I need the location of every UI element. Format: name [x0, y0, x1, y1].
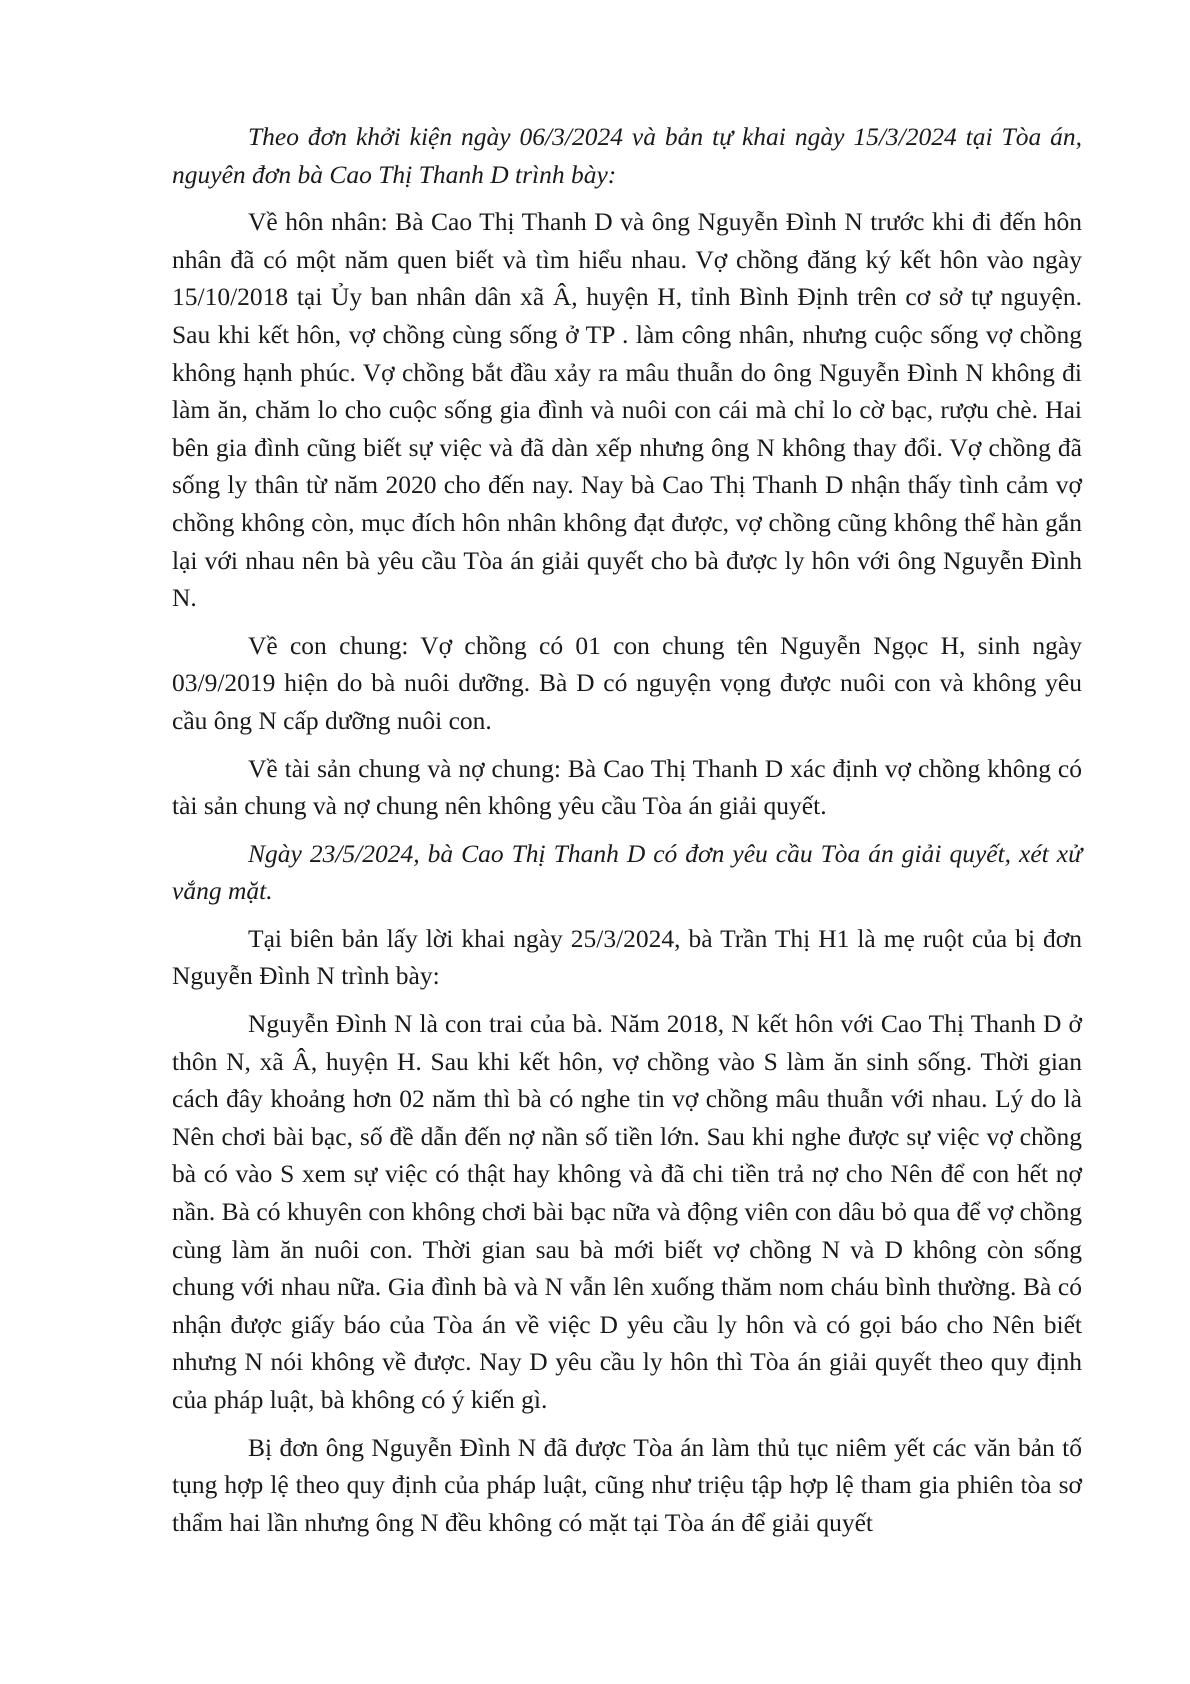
paragraph-marriage: Về hôn nhân: Bà Cao Thị Thanh D và ông Nguyễn Đình N trước khi đi đến hôn nhân đã có một năm quen biết và tìm hiểu nhau. Vợ chồng đăng ký kết hôn vào ngày 15/10/2018 tại Ủy ban nhân dân xã Â, huyện H, tỉnh Bình Định trên cơ sở tự nguyện. Sau khi kết hôn, vợ chồng cùng sống ở TP . làm công nhân, nhưng cuộc sống vợ chồng không hạnh phúc. Vợ chồng bắt đầu xảy ra mâu thuẫn do ông Nguyễn Đình N không đi làm ăn, chăm lo cho cuộc sống gia đình và nuôi con cái mà chỉ lo cờ bạc, rượu chè. Hai bên gia đình cũng biết sự việc và đã dàn xếp nhưng ông N không thay đổi. Vợ chồng đã sống ly thân từ năm 2020 cho đến nay. Nay bà Cao Thị Thanh D nhận thấy tình cảm vợ chồng không còn, mục đích hôn nhân không đạt được, vợ chồng cũng không thể hàn gắn lại với nhau nên bà yêu cầu Tòa án giải quyết cho bà được ly hôn với ông Nguyễn Đình N. [172, 207, 1082, 613]
paragraph-mother-testimony: Nguyễn Đình N là con trai của bà. Năm 2018, N kết hôn với Cao Thị Thanh D ở thôn N, xã Â, huyện H. Sau khi kết hôn, vợ chồng vào S làm ăn sinh sống. Thời gian cách đây khoảng hơn 02 năm thì bà có nghe tin vợ chồng mâu thuẫn với nhau. Lý do là Nên chơi bài bạc, số đề dẫn đến nợ nần số tiền lớn. Sau khi nghe được sự việc vợ chồng bà có vào S xem sự việc có thật hay không và đã chi tiền trả nợ cho Nên để con hết nợ nần. Bà có khuyên con không chơi bài bạc nữa và động viên con dâu bỏ qua để vợ chồng cùng làm ăn nuôi con. Thời gian sau bà mới biết vợ chồng N và D không còn sống chung với nhau nữa. Gia đình bà và N vẫn lên xuống thăm nom cháu bình thường. Bà có nhận được giấy báo của Tòa án về việc D yêu cầu ly hôn và có gọi báo cho Nên biết nhưng N nói không về được. Nay D yêu cầu ly hôn thì Tòa án giải quyết theo quy định của pháp luật, bà không có ý kiến gì. [172, 1009, 1082, 1414]
paragraph-common-property: Về tài sản chung và nợ chung: Bà Cao Thị Thanh D xác định vợ chồng không có tài sản chung và nợ chung nên không yêu cầu Tòa án giải quyết. [172, 753, 1082, 821]
paragraph-absence-request: Ngày 23/5/2024, bà Cao Thị Thanh D có đơn yêu cầu Tòa án giải quyết, xét xử vắng mặt. [172, 838, 1082, 906]
paragraph-common-child: Về con chung: Vợ chồng có 01 con chung tên Nguyễn Ngọc H, sinh ngày 03/9/2019 hiện do bà nuôi dưỡng. Bà D có nguyện vọng được nuôi con và không yêu cầu ông N cấp dưỡng nuôi con. [172, 630, 1082, 735]
paragraph-defendant-absence: Bị đơn ông Nguyễn Đình N đã được Tòa án làm thủ tục niêm yết các văn bản tố tụng hợp lệ theo quy định của pháp luật, cũng như triệu tập hợp lệ tham gia phiên tòa sơ thẩm hai lần nhưng ông N đều không có mặt tại Tòa án để giải quyết [172, 1432, 1082, 1537]
document-page [172, 118, 1082, 1551]
paragraph-testimony-intro: Tại biên bản lấy lời khai ngày 25/3/2024, bà Trần Thị H1 là mẹ ruột của bị đơn Nguyễn Đình N trình bày: [172, 923, 1082, 991]
paragraph-plaintiff-intro: Theo đơn khởi kiện ngày 06/3/2024 và bản tự khai ngày 15/3/2024 tại Tòa án, nguyên đơn bà Cao Thị Thanh D trình bày: [172, 122, 1082, 189]
